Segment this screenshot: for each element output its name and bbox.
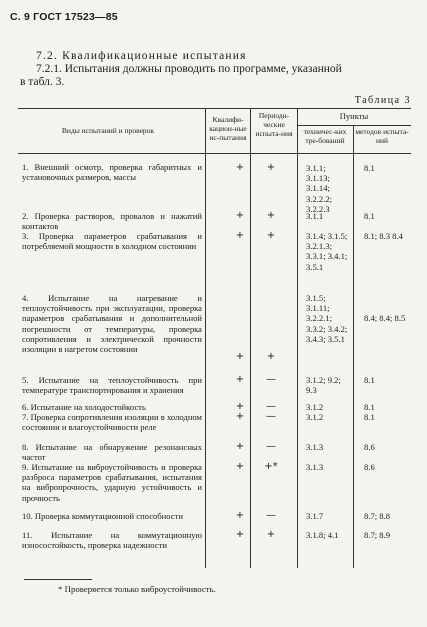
row-11-tech: 3.1.8; 4.1 xyxy=(306,530,339,540)
col-header-periodic: Периоди-ческие испыта-ния xyxy=(255,111,293,138)
row-9-methods: 8.6 xyxy=(364,462,375,472)
row-1-name: 1. Внешний осмотр, проверка габаритных и установочных размеров, массы xyxy=(22,162,202,183)
row-1-methods: 8.1 xyxy=(364,163,375,173)
paragraph-line-1: 7.2.1. Испытания должны проводить по программе, указанной xyxy=(36,63,342,75)
row-8-qual-mark: + xyxy=(235,441,245,452)
points-subheader-border xyxy=(297,125,411,126)
row-9-qual-mark: + xyxy=(235,461,245,472)
row-1-qual-mark: + xyxy=(235,162,245,173)
row-11-qual-mark: + xyxy=(235,529,245,540)
row-11-name: 11. Испытание на коммутационную износостойкость, проверка надежности xyxy=(22,530,202,551)
row-11-period-mark: + xyxy=(266,529,276,540)
row-8-tech: 3.1.3 xyxy=(306,442,324,452)
row-10-name: 10. Проверка коммутационной способности xyxy=(22,511,183,521)
row-3-tech: 3.1.4; 3.1.5; 3.2.1.3; 3.3.1; 3.4.1; 3.5.1 xyxy=(306,231,348,272)
row-6-qual-mark: + xyxy=(235,401,245,412)
column-divider xyxy=(205,108,206,568)
row-2-period-mark: + xyxy=(266,210,276,221)
row-2-tech: 3.1.1 xyxy=(306,211,324,221)
col-header-tech: техничес-ких тре-бований xyxy=(303,127,347,145)
row-3-methods: 8.1; 8.3 8.4 xyxy=(364,231,403,241)
row-7-tech: 3.1.2 xyxy=(306,412,324,422)
row-2-qual-mark: + xyxy=(235,210,245,221)
row-8-period-mark: — xyxy=(266,441,276,452)
row-10-qual-mark: + xyxy=(235,510,245,521)
footnote: * Проверяется только виброустойчивость. xyxy=(58,584,216,594)
row-3-period-mark: + xyxy=(266,230,276,241)
column-divider xyxy=(297,108,298,568)
table-caption: Таблица 3 xyxy=(354,95,411,106)
col-header-points: Пункты xyxy=(339,111,369,121)
row-9-name: 9. Испытание на виброустойчивость и проверка разброса параметров срабатывания, испытания на вибропрочность, ударную устойчивость и прочность xyxy=(22,462,202,503)
row-11-methods: 8.7; 8.9 xyxy=(364,530,391,540)
row-3-name: 3. Проверка параметров срабатывания и потребляемой мощности в холодном состоянии xyxy=(22,231,202,252)
row-3-qual-mark: + xyxy=(235,230,245,241)
row-7-period-mark: — xyxy=(266,411,276,422)
column-divider xyxy=(250,108,251,568)
row-7-methods: 8.1 xyxy=(364,412,375,422)
column-divider xyxy=(353,125,354,568)
col-header-types: Виды испытаний и проверок xyxy=(61,126,155,135)
row-4-name: 4. Испытание на нагревание и теплоустойчивость при эксплуатации, проверка параметров срабатывания и дополнительной погрешности от температуры, проверка сопротивления и электрической прочности изоляции в нагретом состоянии xyxy=(22,293,202,355)
row-4-tech: 3.1.5; 3.1.11; 3.2.2.1; 3.3.2; 3.4.2; 3.4.3; 3.5.1 xyxy=(306,293,348,344)
row-1-tech: 3.1.1; 3.1.13; 3.1.14; 3.2.2.2; 3.2.2.3 xyxy=(306,163,333,214)
row-10-tech: 3.1.7 xyxy=(306,511,324,521)
footnote-rule xyxy=(24,579,92,580)
row-6-tech: 3.1.2 xyxy=(306,402,324,412)
section-title: 7.2. Квалификационные испытания xyxy=(36,50,247,62)
row-7-qual-mark: + xyxy=(235,411,245,422)
col-header-qualification: Квалифи-кацион-ные ис-пытания xyxy=(209,115,247,142)
row-2-methods: 8.1 xyxy=(364,211,375,221)
row-1-period-mark: + xyxy=(266,162,276,173)
row-9-period-mark: +* xyxy=(264,461,278,472)
row-9-tech: 3.1.3 xyxy=(306,462,324,472)
row-10-period-mark: — xyxy=(266,510,276,521)
row-5-name: 5. Испытание на теплоустойчивость при температуре транспортирования и хранения xyxy=(22,375,202,396)
row-10-methods: 8.7; 8.8 xyxy=(364,511,391,521)
page-header: С. 9 ГОСТ 17523—85 xyxy=(10,11,118,23)
table-top-border xyxy=(18,108,411,109)
col-header-methods: методов испыта-ний xyxy=(355,127,409,145)
row-5-tech: 3.1.2; 9.2; 9.3 xyxy=(306,375,341,396)
row-8-methods: 8.6 xyxy=(364,442,375,452)
row-4-period-mark: + xyxy=(266,351,276,362)
paragraph-line-2: в табл. 3. xyxy=(20,76,65,88)
row-6-methods: 8.1 xyxy=(364,402,375,412)
row-7-name: 7. Проверка сопротивления изоляции в холодном состоянии и влагоустойчивости реле xyxy=(22,412,202,433)
row-5-methods: 8.1 xyxy=(364,375,375,385)
row-8-name: 8. Испытание на обнаружение резонансных частот xyxy=(22,442,202,463)
row-2-name: 2. Проверка растворов, провалов и нажатий контактов xyxy=(22,211,202,232)
row-4-qual-mark: + xyxy=(235,351,245,362)
row-4-methods: 8.4; 8.4; 8.5 xyxy=(364,313,406,323)
row-6-name: 6. Испытание на холодостойкость xyxy=(22,402,146,412)
row-5-qual-mark: + xyxy=(235,374,245,385)
row-5-period-mark: — xyxy=(266,374,276,385)
row-6-period-mark: — xyxy=(266,401,276,412)
